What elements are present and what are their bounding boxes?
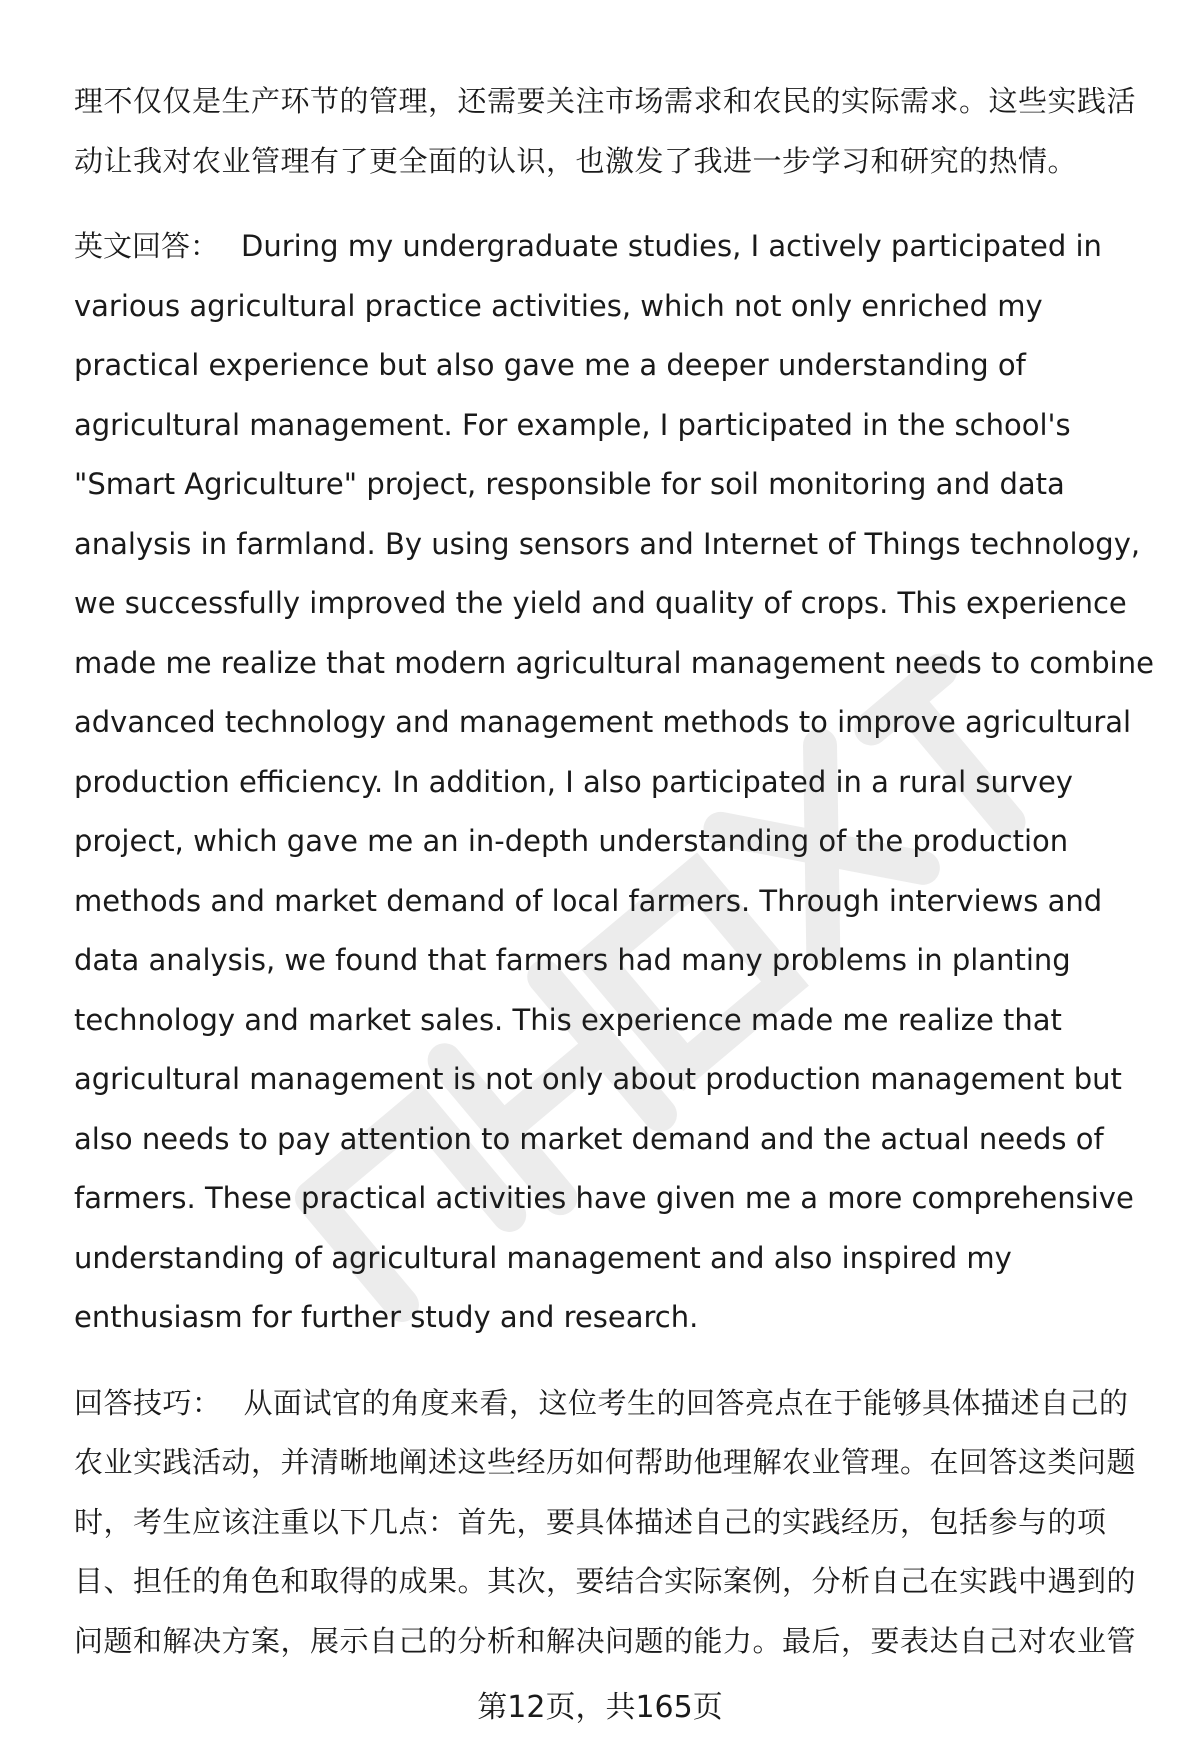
answer-tips-label: 回答技巧：: [74, 1385, 222, 1420]
page-number: 第12页，共165页: [477, 1690, 723, 1725]
english-answer-label: 英文回答：: [74, 229, 220, 263]
english-answer-text: During my undergraduate studies, I actively participated in various agricultural practice activities, which not only enriched my practical experience but also gave me a deeper understanding of agricultural management. For example, I participated in the school's "Smart Agriculture" project, responsible for soil monitoring and data analysis in farmland. By using sensors and Internet of Things technology, we successfully improved the yield and quality of crops. This experience made me realize that modern agricultural management needs to combine advanced technology and management methods to improve agricultural production efficiency. In addition, I also participated in a rural survey project, which gave me an in-depth understanding of the production methods and market demand of local farmers. Through interviews and data analysis, we found that farmers had many problems in planting technology and market sales. This experience made me realize that agricultural management is not only about production management but also needs to pay attention to market demand and the actual needs of farmers. These practical activities have given me a more comprehensive understanding of agricultural management and also inspired my enthusiasm for further study and research.: [74, 229, 1154, 1334]
document-body: [74, 72, 1154, 1697]
chinese-answer-continuation: 理不仅仅是生产环节的管理，还需要关注市场需求和农民的实际需求。这些实践活动让我对农业管理有了更全面的认识，也激发了我进一步学习和研究的热情。: [74, 84, 1137, 178]
answer-tips-text: 从面试官的角度来看，这位考生的回答亮点在于能够具体描述自己的农业实践活动，并清晰地阐述这些经历如何帮助他理解农业管理。在回答这类问题时，考生应该注重以下几点：首先，要具体描述自己的实践经历，包括参与的项目、担任的角色和取得的成果。其次，要结合实际案例，分析自己在实践中遇到的问题和解决方案，展示自己的分析和解决问题的能力。最后，要表达自己对农业管: [74, 1385, 1137, 1658]
answer-tips-paragraph: [74, 1374, 1154, 1672]
english-answer-paragraph: [74, 217, 1154, 1348]
